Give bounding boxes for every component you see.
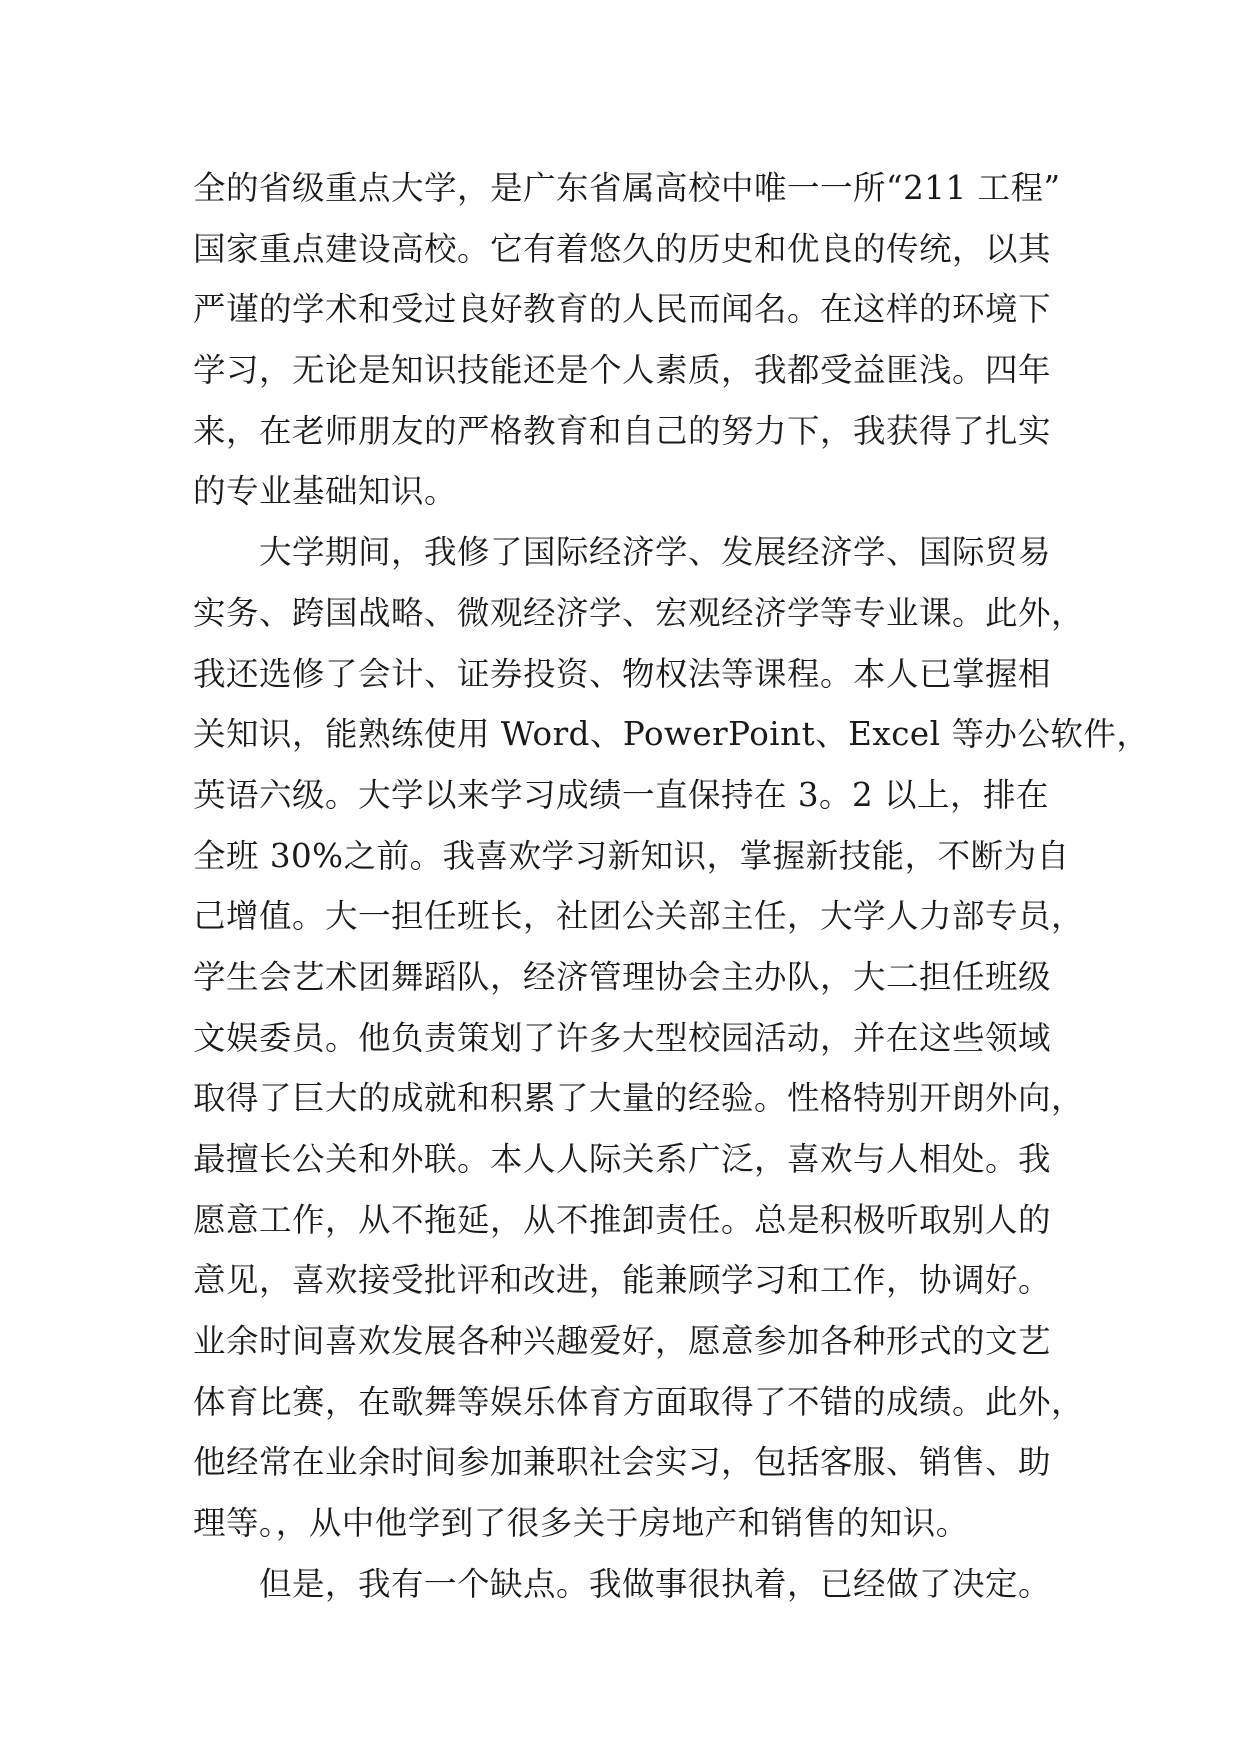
text-line: 文娱委员。他负责策划了许多大型校园活动，并在这些领域 <box>193 1018 1052 1057</box>
text-line: 实务、跨国战略、微观经济学、宏观经济学等专业课。此外， <box>193 593 1085 632</box>
text-line: 体育比赛，在歌舞等娱乐体育方面取得了不错的成绩。此外， <box>193 1382 1085 1421</box>
text-line: 意见，喜欢接受批评和改进，能兼顾学习和工作，协调好。 <box>193 1261 1052 1300</box>
text-line: 严谨的学术和受过良好教育的人民而闻名。在这样的环境下 <box>193 290 1052 329</box>
text-line: 己增值。大一担任班长，社团公关部主任，大学人力部专员， <box>193 897 1085 936</box>
text-line: 关知识，能熟练使用 Word、PowerPoint、Excel 等办公软件， <box>193 715 1150 754</box>
document-body <box>193 158 1150 1615</box>
paragraph-first-line: 大学期间，我修了国际经济学、发展经济学、国际贸易 <box>259 533 1052 572</box>
text-line: 他经常在业余时间参加兼职社会实习，包括客服、销售、助 <box>193 1443 1052 1482</box>
text-line: 我还选修了会计、证券投资、物权法等课程。本人已掌握相 <box>193 654 1052 693</box>
text-line: 学习，无论是知识技能还是个人素质，我都受益匪浅。四年 <box>193 351 1052 390</box>
text-line: 英语六级。大学以来学习成绩一直保持在 3。2 以上，排在 <box>193 775 1050 814</box>
text-line: 国家重点建设高校。它有着悠久的历史和优良的传统，以其 <box>193 229 1052 268</box>
text-line: 理等。，从中他学到了很多关于房地产和销售的知识。 <box>193 1504 969 1543</box>
text-line: 的专业基础知识。 <box>193 472 458 511</box>
text-line: 全班 30%之前。我喜欢学习新知识，掌握新技能，不断为自 <box>193 836 1070 875</box>
text-line: 学生会艺术团舞蹈队，经济管理协会主办队，大二担任班级 <box>193 957 1052 996</box>
text-line: 最擅长公关和外联。本人人际关系广泛，喜欢与人相处。我 <box>193 1140 1052 1178</box>
text-line: 愿意工作，从不拖延，从不推卸责任。总是积极听取别人的 <box>193 1200 1052 1239</box>
paragraph-first-line: 但是，我有一个缺点。我做事很执着，已经做了决定。 <box>259 1564 1052 1603</box>
text-line: 来，在老师朋友的严格教育和自己的努力下，我获得了扎实 <box>193 411 1052 450</box>
text-line: 取得了巨大的成就和积累了大量的经验。性格特别开朗外向， <box>193 1079 1085 1118</box>
text-line: 业余时间喜欢发展各种兴趣爱好，愿意参加各种形式的文艺 <box>193 1322 1052 1361</box>
text-line: 全的省级重点大学，是广东省属高校中唯一一所“211 工程” <box>193 169 1061 207</box>
